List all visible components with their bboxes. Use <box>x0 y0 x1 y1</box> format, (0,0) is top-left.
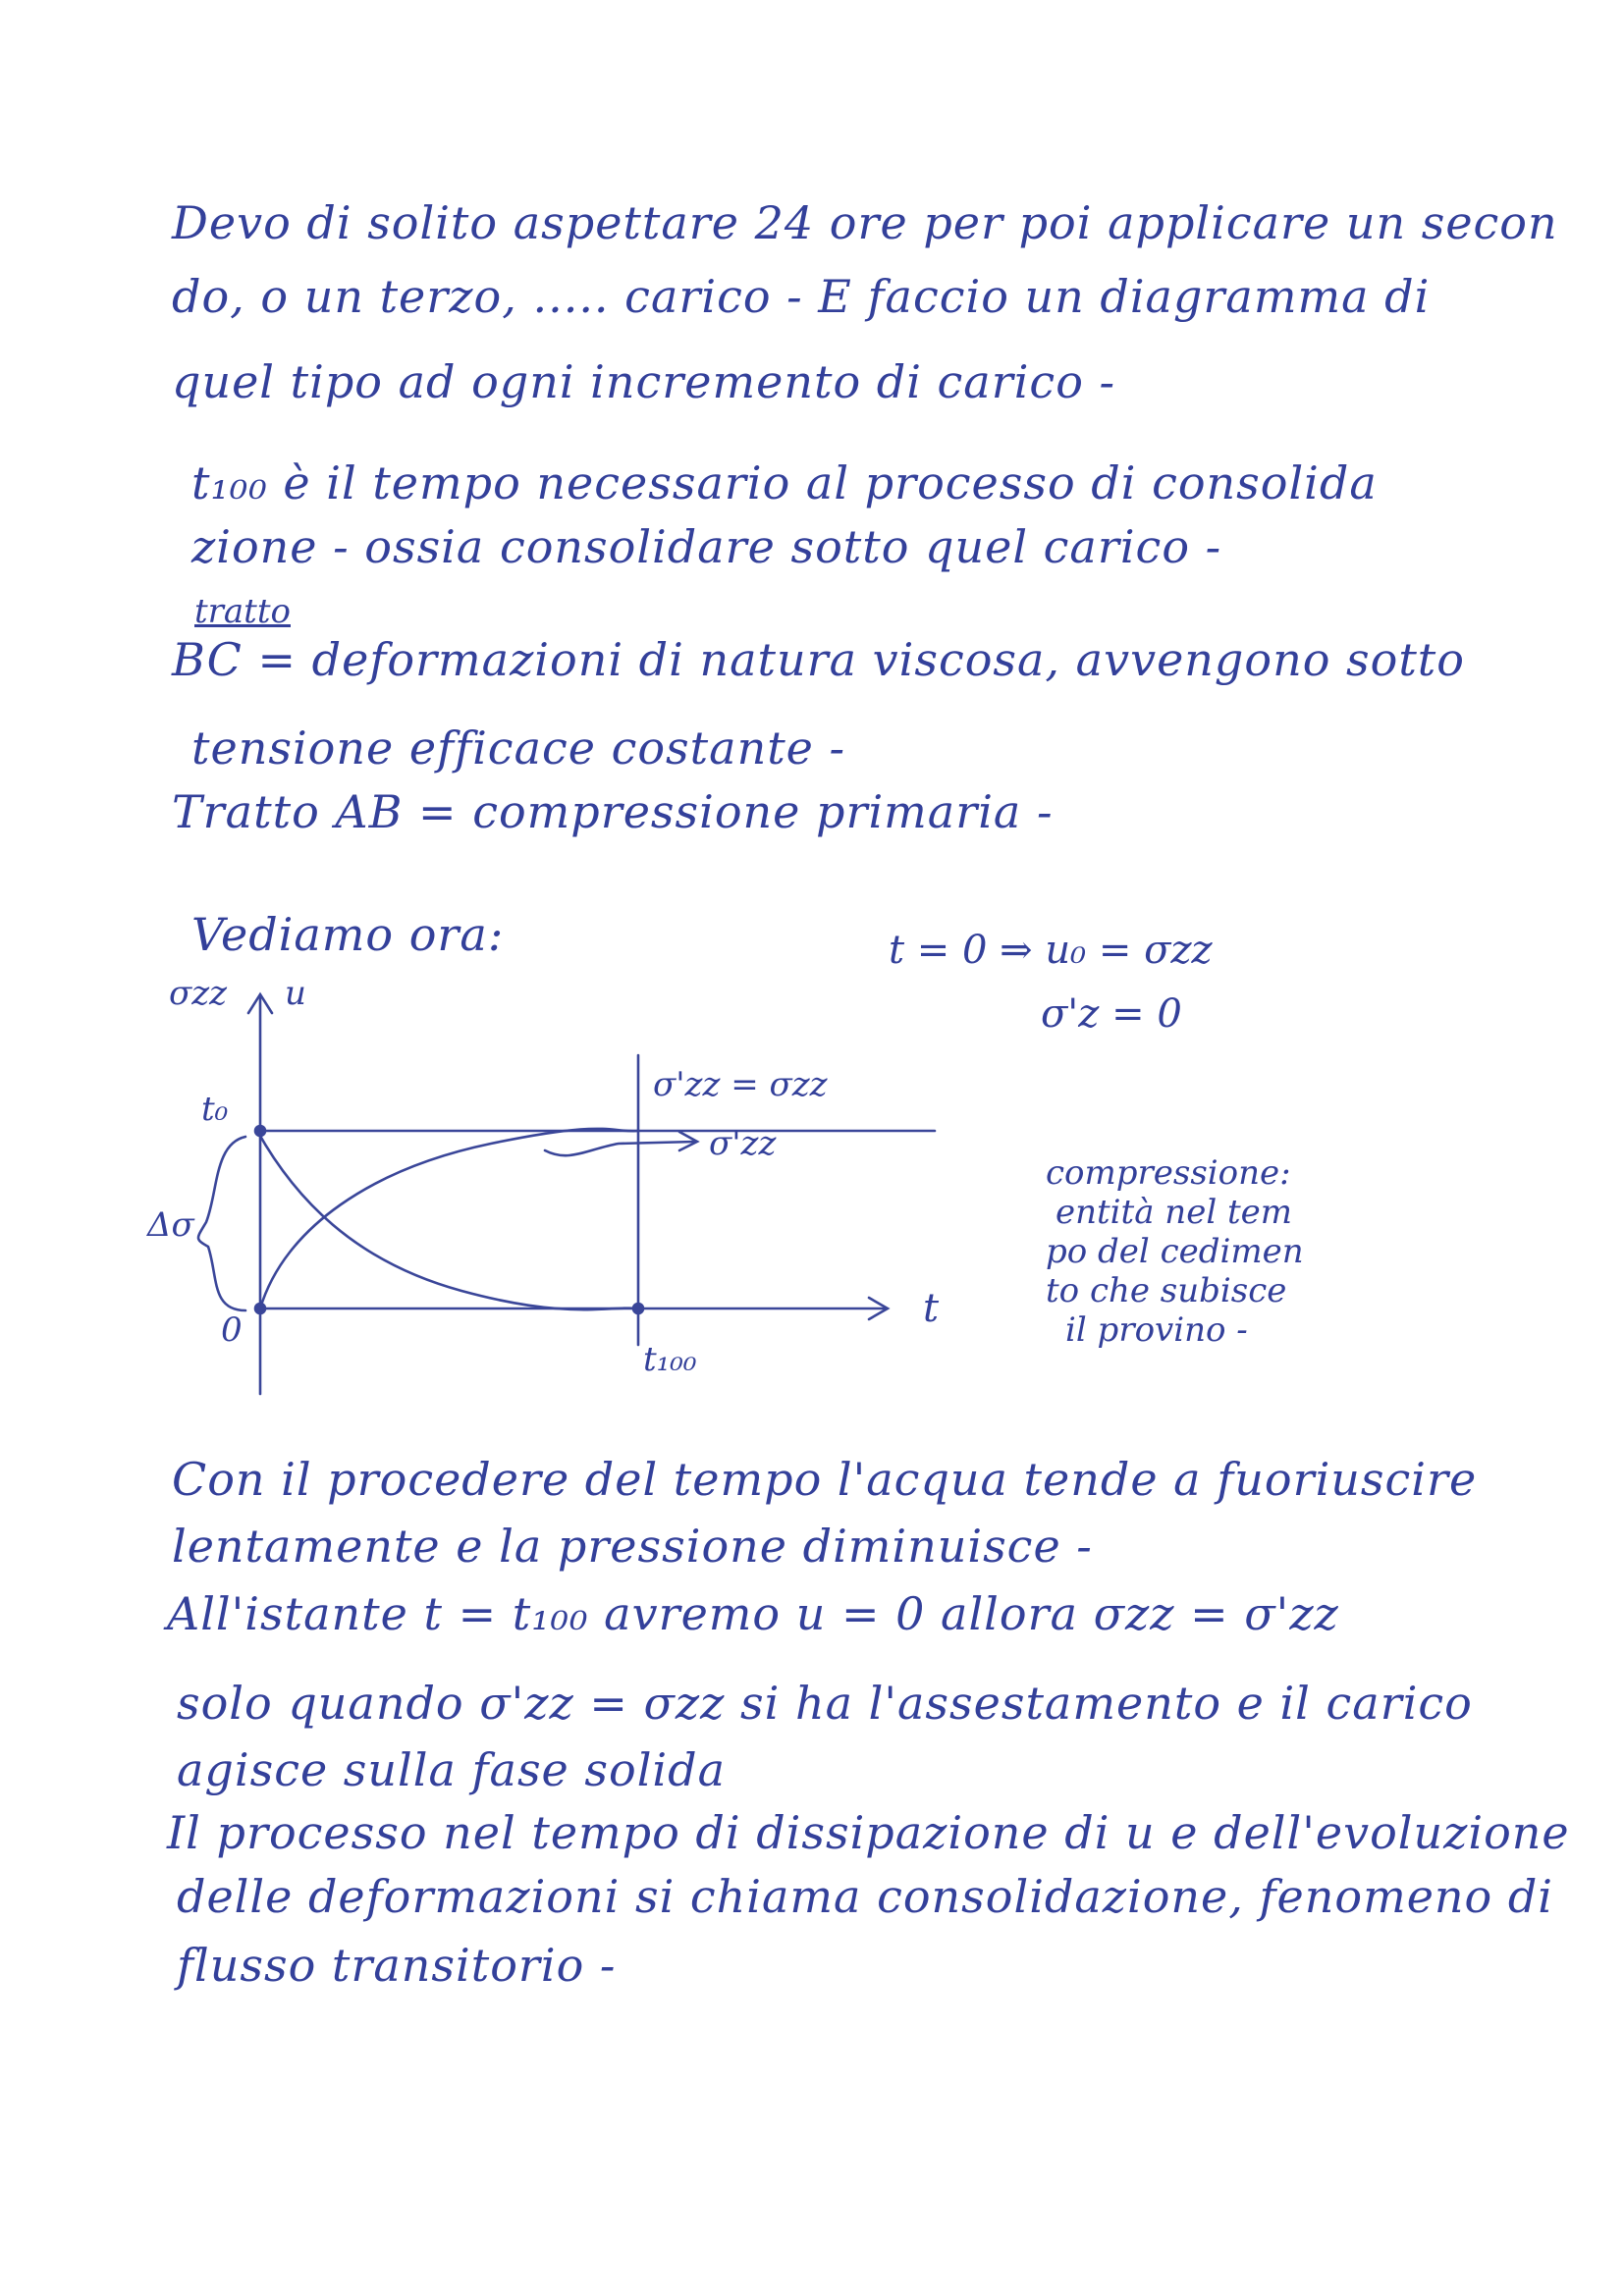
curve-label: σ'zz <box>709 1124 777 1163</box>
text-line: do, o un terzo, ..... carico - E faccio un diagramma di <box>172 270 1431 323</box>
side-note-line: entità nel tem <box>1056 1193 1293 1232</box>
text-line: flusso transitorio - <box>177 1939 617 1992</box>
diagram-heading: Vediamo ora: <box>191 908 505 961</box>
side-note-line: po del cedimen <box>1046 1232 1304 1271</box>
side-note-line: compressione: <box>1046 1153 1291 1193</box>
text-line: solo quando σ'zz = σzz si ha l'assestamento e il carico <box>177 1677 1473 1730</box>
text-line: Con il procedere del tempo l'acqua tende a fuoriuscire <box>172 1453 1478 1506</box>
text-line: quel tipo ad ogni incremento di carico - <box>172 355 1116 408</box>
side-note-line: to che subisce <box>1046 1271 1287 1310</box>
y-axis-label-sigma: σzz <box>169 974 228 1013</box>
equality-label: σ'zz = σzz <box>653 1065 828 1104</box>
text-line: agisce sulla fase solida <box>177 1743 726 1796</box>
pore-pressure-curve <box>257 1131 638 1309</box>
text-line: delle deformazioni si chiama consolidazione, fenomeno di <box>177 1870 1554 1923</box>
side-note-line: il provino - <box>1065 1310 1248 1350</box>
t100-marker <box>633 1304 643 1313</box>
y-axis-label-u: u <box>285 974 306 1013</box>
condition-line-1: t = 0 ⇒ u₀ = σzz <box>889 928 1213 973</box>
zero-label: 0 <box>221 1310 243 1350</box>
t100-label: t₁₀₀ <box>643 1340 697 1379</box>
left-brace <box>198 1137 245 1310</box>
condition-line-2: σ'z = 0 <box>1041 991 1182 1037</box>
origin-marker <box>255 1304 265 1313</box>
text-line: Il processo nel tempo di dissipazione di u e dell'evoluzione <box>167 1806 1570 1859</box>
text-line: lentamente e la pressione diminuisce - <box>172 1520 1093 1573</box>
text-line: Devo di solito aspettare 24 ore per poi applicare un secon <box>172 196 1558 249</box>
t0-marker <box>255 1126 265 1136</box>
t-axis-label: t <box>923 1286 940 1331</box>
text-line: BC = deformazioni di natura viscosa, avvengono sotto <box>172 633 1465 686</box>
tratto-label: tratto <box>194 592 291 631</box>
text-line: tensione efficace costante - <box>191 721 846 774</box>
brace-label: Δσ <box>147 1205 194 1245</box>
text-line: Tratto AB = compressione primaria - <box>172 785 1054 838</box>
text-line: t₁₀₀ è il tempo necessario al processo di consolida <box>191 456 1378 509</box>
effective-stress-curve <box>260 1129 638 1308</box>
text-line: All'istante t = t₁₀₀ avremo u = 0 allora σzz = σ'zz <box>167 1587 1339 1640</box>
curve-arrow <box>545 1142 695 1155</box>
text-line: zione - ossia consolidare sotto quel carico - <box>191 520 1222 573</box>
t0-label: t₀ <box>201 1090 229 1129</box>
